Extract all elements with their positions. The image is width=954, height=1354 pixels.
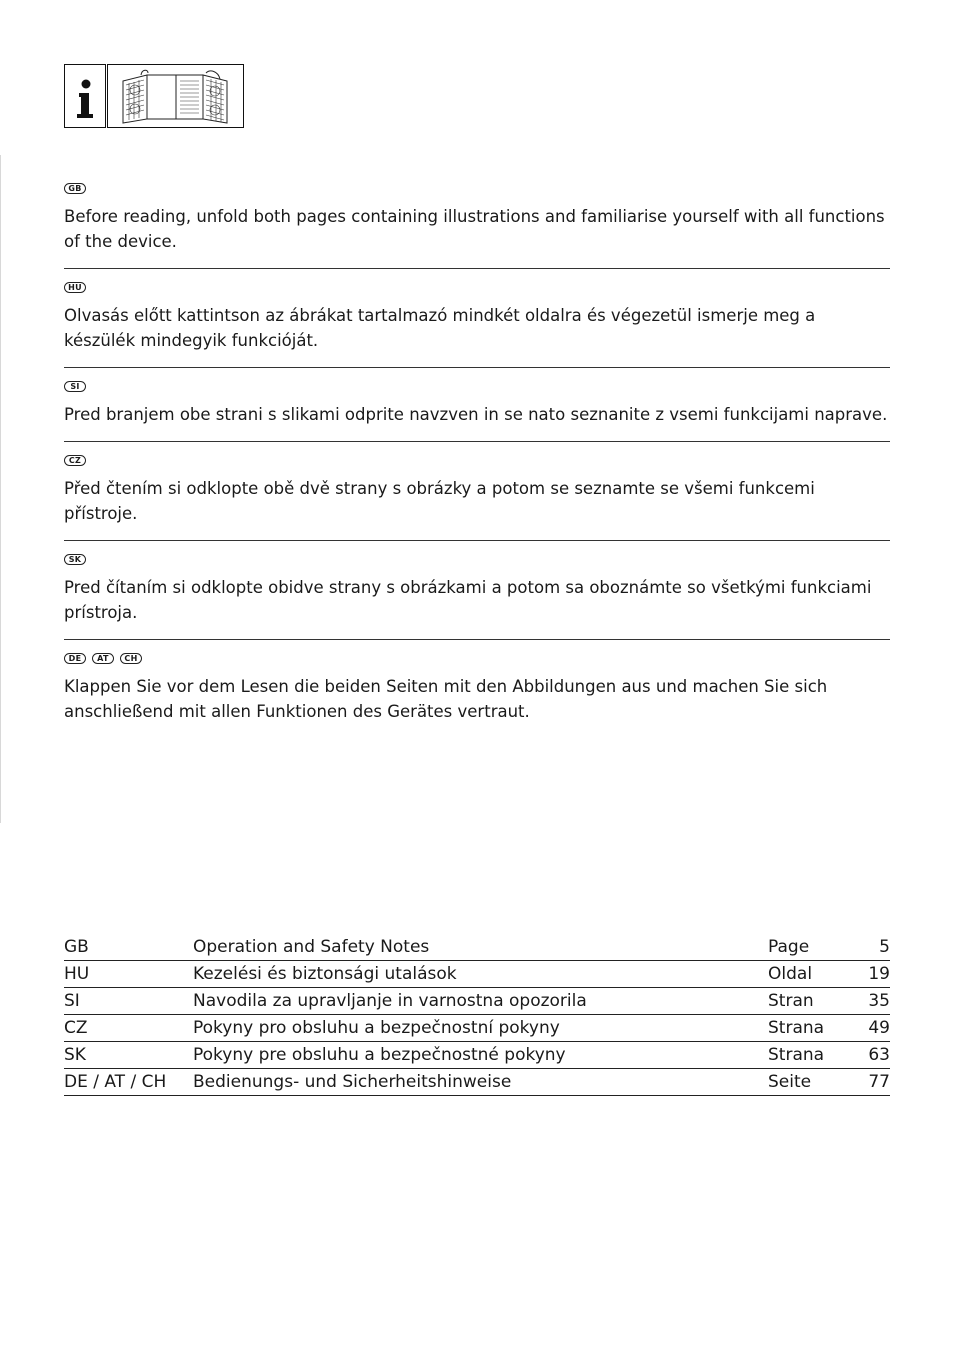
section-text: Klappen Sie vor dem Lesen die beiden Seiten mit den Abbildungen aus und machen Sie sich anschließend mit allen Funktionen des Gerätes vertraut. — [64, 677, 828, 721]
country-badges — [64, 180, 890, 196]
unfold-pages-icon — [107, 64, 244, 128]
section-de-at-ch — [64, 650, 890, 738]
toc-row[interactable] — [64, 933, 890, 961]
toc-row[interactable] — [64, 1015, 890, 1042]
margin-rule — [0, 155, 1, 823]
section-hu — [64, 279, 890, 368]
section-text: Before reading, unfold both pages containing illustrations and familiarise yourself with all functions of the device. — [64, 207, 885, 251]
section-text: Olvasás előtt kattintson az ábrákat tartalmazó mindkét oldalra és végezetül ismerje meg a készülék mindegyik funkcióját. — [64, 306, 816, 350]
toc-page-number: 49 — [868, 1018, 890, 1038]
country-badges — [64, 279, 890, 295]
section-si — [64, 378, 890, 442]
toc-page-label: Page — [768, 936, 810, 957]
toc-country-code: CZ — [64, 1018, 88, 1038]
section-gb — [64, 180, 890, 269]
toc-page-number: 77 — [868, 1072, 890, 1092]
country-badges — [64, 452, 890, 468]
toc-page-label: Seite — [768, 1072, 812, 1092]
country-badge-ch: CH — [120, 653, 142, 664]
info-icon — [64, 64, 106, 128]
toc-page-label: Strana — [768, 1018, 825, 1038]
toc-page-number: 63 — [868, 1045, 890, 1065]
country-badge-hu: HU — [64, 282, 86, 293]
country-badges — [64, 650, 890, 666]
country-badge-de: DE — [64, 653, 86, 664]
country-badge-sk: SK — [64, 554, 86, 565]
toc-title: Operation and Safety Notes — [193, 936, 430, 957]
toc-country-code: SI — [64, 991, 80, 1011]
toc-title: Navodila za upravljanje in varnostna opozorila — [193, 991, 587, 1011]
toc-row[interactable] — [64, 1069, 890, 1096]
toc-country-code: SK — [64, 1045, 86, 1065]
toc-page-label: Oldal — [768, 964, 813, 984]
country-badges — [64, 551, 890, 567]
section-sk — [64, 551, 890, 640]
toc-row[interactable] — [64, 1042, 890, 1069]
country-badges — [64, 378, 890, 394]
section-text: Pred čítaním si odklopte obidve strany s obrázkami a potom sa oboznámte so všetkými funkciami prístroja. — [64, 578, 872, 622]
toc-page-label: Stran — [768, 991, 814, 1011]
toc-country-code: GB — [64, 936, 89, 957]
country-badge-gb: GB — [64, 183, 86, 194]
country-badge-at: AT — [92, 653, 114, 664]
section-text: Pred branjem obe strani s slikami odprite navzven in se nato seznanite z vsemi funkcijami naprave. — [64, 405, 888, 424]
toc-country-code: HU — [64, 964, 90, 984]
section-text: Před čtením si odklopte obě dvě strany s obrázky a potom se seznamte se všemi funkcemi přístroje. — [64, 479, 815, 523]
toc-title: Bedienungs- und Sicherheitshinweise — [193, 1072, 512, 1092]
toc-page-label: Strana — [768, 1045, 825, 1065]
toc-row[interactable] — [64, 961, 890, 988]
instruction-sections — [64, 178, 890, 748]
toc-page-number: 19 — [868, 964, 890, 984]
table-of-contents — [64, 933, 890, 1096]
section-cz — [64, 452, 890, 541]
toc-title: Pokyny pro obsluhu a bezpečnostní pokyny — [193, 1018, 560, 1038]
toc-page-number: 35 — [868, 991, 890, 1011]
country-badge-cz: CZ — [64, 455, 86, 466]
country-badge-si: SI — [64, 381, 86, 392]
toc-row[interactable] — [64, 988, 890, 1015]
toc-country-code: DE / AT / CH — [64, 1072, 167, 1092]
toc-title: Pokyny pre obsluhu a bezpečnostné pokyny — [193, 1045, 566, 1065]
toc-page-number: 5 — [879, 936, 890, 957]
toc-title: Kezelési és biztonsági utalások — [193, 964, 457, 984]
